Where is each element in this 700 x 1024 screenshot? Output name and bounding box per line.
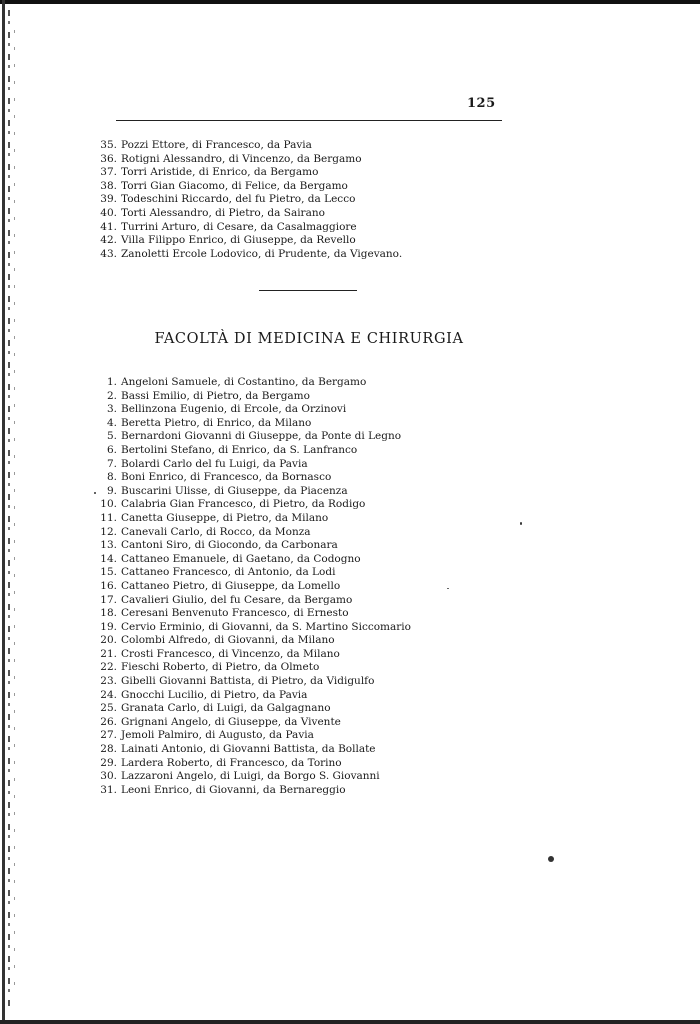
list-item <box>93 689 411 703</box>
section-divider <box>259 290 357 291</box>
entry-text: Crosti Francesco, di Vincenzo, da Milano <box>121 647 340 660</box>
entry-number: 18. <box>100 607 117 620</box>
list-item <box>93 485 411 499</box>
list-item <box>93 743 411 757</box>
list-item <box>93 512 411 526</box>
entry-number: 13. <box>100 539 117 552</box>
entry-text: Cervio Erminio, di Giovanni, da S. Martino Siccomario <box>121 620 411 633</box>
entry-text: Granata Carlo, di Luigi, da Galgagnano <box>121 702 331 715</box>
entry-number: 3. <box>106 403 117 416</box>
list-item <box>93 702 411 716</box>
entry-text: Cattaneo Francesco, di Antonio, da Lodi <box>121 566 336 579</box>
entry-text: Zanoletti Ercole Lodovico, di Prudente, da Vigevano. <box>121 247 403 260</box>
entry-number: 43. <box>100 247 117 260</box>
entry-text: Villa Filippo Enrico, di Giuseppe, da Revello <box>121 234 356 247</box>
entry-text: Bassi Emilio, di Pietro, da Bergamo <box>121 389 310 402</box>
header-rule <box>116 120 502 121</box>
list-item <box>93 471 411 485</box>
entry-text: Grignani Angelo, di Giuseppe, da Vivente <box>121 715 341 728</box>
entry-number: 17. <box>100 593 117 606</box>
list-item <box>93 634 411 648</box>
entry-text: Lardera Roberto, di Francesco, da Torino <box>121 756 342 769</box>
entry-text: Bellinzona Eugenio, di Ercole, da Orzinovi <box>121 403 347 416</box>
entry-text: Beretta Pietro, di Enrico, da Milano <box>121 416 312 429</box>
list-item <box>93 784 411 798</box>
entry-text: Cavalieri Giulio, del fu Cesare, da Bergamo <box>121 593 353 606</box>
list-item <box>93 729 411 743</box>
list-item <box>93 621 411 635</box>
entry-number: 22. <box>100 661 117 674</box>
entry-number: 30. <box>100 770 117 783</box>
list-item <box>93 139 402 153</box>
ink-speck <box>447 588 449 589</box>
gutter-edge-line <box>2 0 5 1024</box>
entry-text: Pozzi Ettore, di Francesco, da Pavia <box>121 139 312 151</box>
page-top-edge <box>0 0 700 4</box>
entry-number: 25. <box>100 702 117 715</box>
list-item <box>93 180 402 194</box>
entry-text: Angeloni Samuele, di Costantino, da Bergamo <box>121 376 367 388</box>
entry-number: 19. <box>100 620 117 633</box>
ink-speck <box>548 856 554 862</box>
entry-number: 1. <box>106 376 117 388</box>
entry-number: 7. <box>106 457 117 470</box>
list-item <box>93 153 402 167</box>
entry-text: Lazzaroni Angelo, di Luigi, da Borgo S. Giovanni <box>121 770 380 783</box>
entry-text: Canetta Giuseppe, di Pietro, da Milano <box>121 511 329 524</box>
list-item <box>93 444 411 458</box>
previous-faculty-list <box>93 139 402 261</box>
entry-number: 12. <box>100 525 117 538</box>
medicine-faculty-list <box>93 376 411 797</box>
entry-text: Calabria Gian Francesco, di Pietro, da Rodigo <box>121 498 366 511</box>
list-item <box>93 594 411 608</box>
list-item <box>93 648 411 662</box>
list-item <box>93 430 411 444</box>
entry-number: 42. <box>100 234 117 247</box>
entry-number: 15. <box>100 566 117 579</box>
entry-number: 8. <box>106 471 117 484</box>
entry-number: 28. <box>100 743 117 756</box>
entry-text: Fieschi Roberto, di Pietro, da Olmeto <box>121 661 320 674</box>
entry-text: Gnocchi Lucilio, di Pietro, da Pavia <box>121 688 308 701</box>
entry-number: 39. <box>100 193 117 206</box>
entry-text: Bertolini Stefano, di Enrico, da S. Lanfranco <box>121 443 358 456</box>
entry-text: Rotigni Alessandro, di Vincenzo, da Bergamo <box>121 152 362 165</box>
list-item <box>93 376 411 390</box>
list-item <box>93 248 402 262</box>
entry-number: 4. <box>106 416 117 429</box>
list-item <box>93 498 411 512</box>
entry-text: Ceresani Benvenuto Francesco, di Ernesto <box>121 607 349 620</box>
list-item <box>93 403 411 417</box>
list-item <box>93 661 411 675</box>
list-item <box>93 770 411 784</box>
list-item <box>93 553 411 567</box>
list-item <box>93 566 411 580</box>
entry-text: Jemoli Palmiro, di Augusto, da Pavia <box>121 729 314 742</box>
entry-text: Torti Alessandro, di Pietro, da Sairano <box>121 206 325 219</box>
entry-number: 10. <box>100 498 117 511</box>
list-item <box>93 207 402 221</box>
entry-text: Torri Gian Giacomo, di Felice, da Bergamo <box>121 179 348 192</box>
section-title: FACOLTÀ DI MEDICINA E CHIRURGIA <box>154 331 464 347</box>
entry-number: 31. <box>100 783 117 796</box>
entry-number: 40. <box>100 206 117 219</box>
binding-gutter <box>0 0 26 1024</box>
entry-text: Leoni Enrico, di Giovanni, da Bernareggio <box>121 783 346 796</box>
list-item <box>93 458 411 472</box>
list-item <box>93 390 411 404</box>
list-item <box>93 193 402 207</box>
entry-number: 35. <box>100 139 117 151</box>
entry-text: Cattaneo Pietro, di Giuseppe, da Lomello <box>121 579 341 592</box>
page-bottom-edge <box>0 1020 700 1024</box>
entry-number: 38. <box>100 179 117 192</box>
entry-text: Lainati Antonio, di Giovanni Battista, da Bollate <box>121 743 376 756</box>
entry-text: Colombi Alfredo, di Giovanni, da Milano <box>121 634 335 647</box>
entry-number: 41. <box>100 220 117 233</box>
entry-number: 2. <box>106 389 117 402</box>
entry-text: Todeschini Riccardo, del fu Pietro, da Lecco <box>121 193 356 206</box>
entry-number: 37. <box>100 166 117 179</box>
entry-text: Buscarini Ulisse, di Giuseppe, da Piacenza <box>121 484 348 497</box>
ink-speck <box>520 522 522 525</box>
entry-text: Cantoni Siro, di Giocondo, da Carbonara <box>121 539 338 552</box>
entry-number: 20. <box>100 634 117 647</box>
entry-number: 36. <box>100 152 117 165</box>
entry-text: Canevali Carlo, di Rocco, da Monza <box>121 525 311 538</box>
entry-text: Bernardoni Giovanni di Giuseppe, da Ponte di Legno <box>121 430 402 443</box>
list-item <box>93 675 411 689</box>
list-item <box>93 716 411 730</box>
list-item <box>93 166 402 180</box>
entry-number: 11. <box>100 511 117 524</box>
entry-number: 5. <box>106 430 117 443</box>
list-item <box>93 234 402 248</box>
entry-text: Torri Aristide, di Enrico, da Bergamo <box>121 166 319 179</box>
ink-speck <box>94 492 96 494</box>
entry-text: Turrini Arturo, di Cesare, da Casalmaggiore <box>121 220 357 233</box>
entry-number: 27. <box>100 729 117 742</box>
entry-number: 6. <box>106 443 117 456</box>
gutter-spine-marks <box>8 10 10 1010</box>
list-item <box>93 580 411 594</box>
entry-number: 14. <box>100 552 117 565</box>
entry-text: Cattaneo Emanuele, di Gaetano, da Codogno <box>121 552 361 565</box>
entry-number: 16. <box>100 579 117 592</box>
list-item <box>93 607 411 621</box>
list-item <box>93 757 411 771</box>
entry-number: 29. <box>100 756 117 769</box>
list-item <box>93 221 402 235</box>
entry-number: 9. <box>106 484 117 497</box>
entry-text: Bolardi Carlo del fu Luigi, da Pavia <box>121 457 308 470</box>
entry-text: Gibelli Giovanni Battista, di Pietro, da Vidigulfo <box>121 675 375 688</box>
entry-text: Boni Enrico, di Francesco, da Bornasco <box>121 471 332 484</box>
page-number: 125 <box>467 96 496 111</box>
list-item <box>93 526 411 540</box>
entry-number: 23. <box>100 675 117 688</box>
gutter-spine-marks-faint <box>14 30 15 990</box>
list-item <box>93 539 411 553</box>
entry-number: 21. <box>100 647 117 660</box>
entry-number: 26. <box>100 715 117 728</box>
list-item <box>93 417 411 431</box>
entry-number: 24. <box>100 688 117 701</box>
